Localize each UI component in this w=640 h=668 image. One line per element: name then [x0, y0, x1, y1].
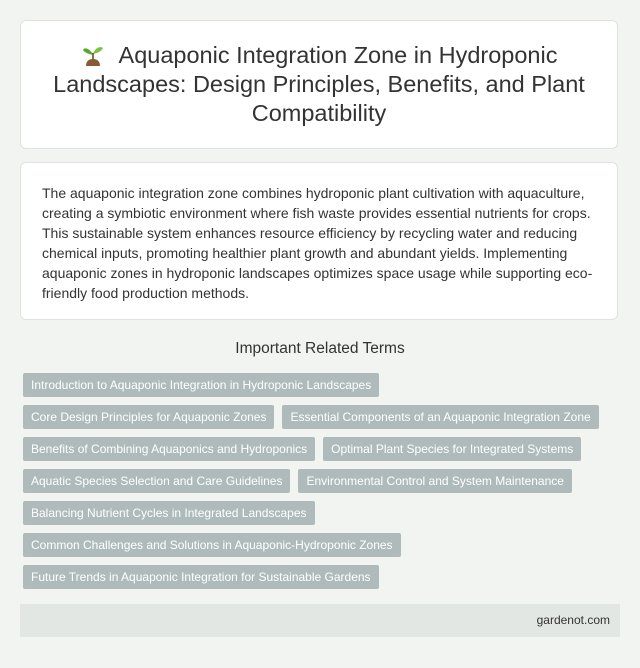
title-card	[20, 20, 618, 149]
related-term-tag[interactable]: Core Design Principles for Aquaponic Zones	[23, 405, 274, 429]
related-term-tag[interactable]: Introduction to Aquaponic Integration in Hydroponic Landscapes	[23, 373, 379, 397]
related-term-tag[interactable]: Balancing Nutrient Cycles in Integrated Landscapes	[23, 501, 315, 525]
related-terms-list	[23, 373, 619, 589]
related-term-tag[interactable]: Benefits of Combining Aquaponics and Hydroponics	[23, 437, 315, 461]
page-title-text: Aquaponic Integration Zone in Hydroponic Landscapes: Design Principles, Benefits, and Plant Compatibility	[53, 42, 585, 126]
related-term-tag[interactable]: Future Trends in Aquaponic Integration for Sustainable Gardens	[23, 565, 379, 589]
footer	[20, 604, 620, 637]
footer-site-link[interactable]: gardenot.com	[536, 613, 610, 627]
related-term-tag[interactable]: Aquatic Species Selection and Care Guidelines	[23, 469, 290, 493]
page-title	[39, 41, 599, 128]
related-term-tag[interactable]: Essential Components of an Aquaponic Integration Zone	[282, 405, 598, 429]
related-terms-heading: Important Related Terms	[235, 340, 405, 357]
sprout-icon	[81, 42, 105, 66]
related-term-tag[interactable]: Optimal Plant Species for Integrated Systems	[323, 437, 581, 461]
related-term-tag[interactable]: Common Challenges and Solutions in Aquaponic-Hydroponic Zones	[23, 533, 401, 557]
related-term-tag[interactable]: Environmental Control and System Maintenance	[298, 469, 571, 493]
summary-text: The aquaponic integration zone combines hydroponic plant cultivation with aquaculture, creating a symbiotic environment where fish waste provides essential nutrients for crops. This sustainable system enhances resource efficiency by recycling water and reducing chemical inputs, promoting healthier plant growth and abundant yields. Implementing aquaponic zones in hydroponic landscapes optimizes space usage while supporting eco-friendly food production methods.	[42, 185, 593, 301]
summary-card	[20, 162, 618, 320]
